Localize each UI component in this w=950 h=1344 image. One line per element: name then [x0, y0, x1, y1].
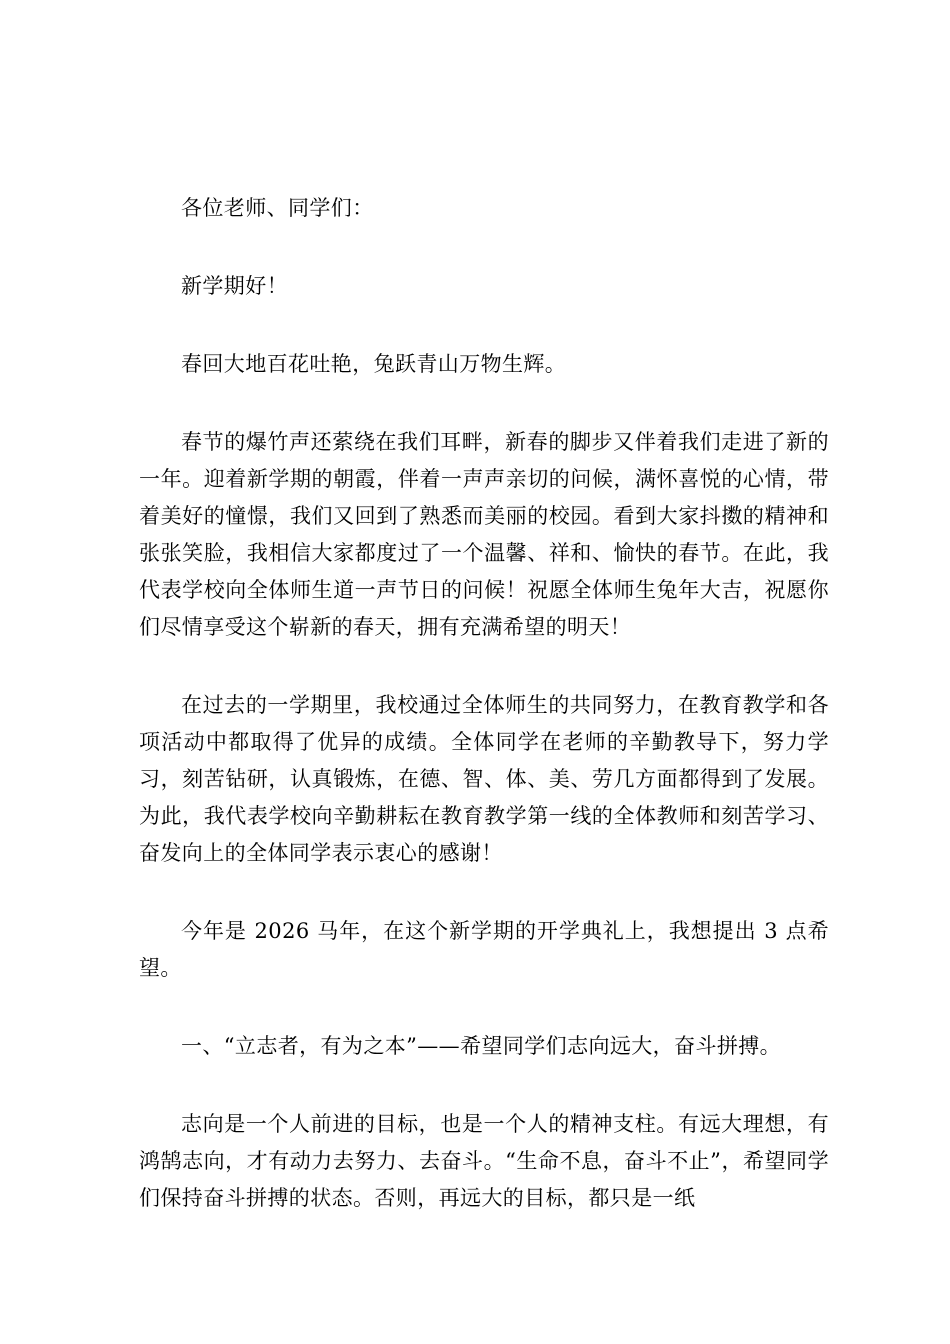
greeting: 新学期好！	[181, 274, 288, 298]
couplet: 春回大地百花吐艳，兔跃青山万物生辉。	[181, 352, 567, 376]
salutation: 各位老师、同学们：	[181, 196, 374, 220]
paragraph-hopes-intro: 今年是 2026 马年，在这个新学期的开学典礼上，我想提出 3 点希望。	[139, 919, 829, 980]
paragraph-ambition: 志向是一个人前进的目标，也是一个人的精神支柱。有远大理想，有鸿鹄志向，才有动力去努力、去奋斗。“生命不息，奋斗不止”，希望同学们保持奋斗拼搏的状态。否则，再远大的目标，都只是一纸	[139, 1112, 829, 1210]
document-body	[139, 190, 829, 1217]
paragraph-new-year: 春节的爆竹声还萦绕在我们耳畔，新春的脚步又伴着我们走进了新的一年。迎着新学期的朝霞，伴着一声声亲切的问候，满怀喜悦的心情，带着美好的憧憬，我们又回到了熟悉而美丽的校园。看到大家抖擞的精神和张张笑脸，我相信大家都度过了一个温馨、祥和、愉快的春节。在此，我代表学校向全体师生道一声节日的问候！祝愿全体师生兔年大吉，祝愿你们尽情享受这个崭新的春天，拥有充满希望的明天！	[139, 430, 829, 639]
heading-hope-one: 一、“立志者，有为之本”——希望同学们志向远大，奋斗拼搏。	[181, 1034, 782, 1058]
paragraph-past-semester: 在过去的一学期里，我校通过全体师生的共同努力，在教育教学和各项活动中都取得了优异的成绩。全体同学在老师的辛勤教导下，努力学习，刻苦钻研，认真锻炼，在德、智、体、美、劳几方面都得到了发展。为此，我代表学校向辛勤耕耘在教育教学第一线的全体教师和刻苦学习、奋发向上的全体同学表示衷心的感谢！	[139, 693, 829, 865]
